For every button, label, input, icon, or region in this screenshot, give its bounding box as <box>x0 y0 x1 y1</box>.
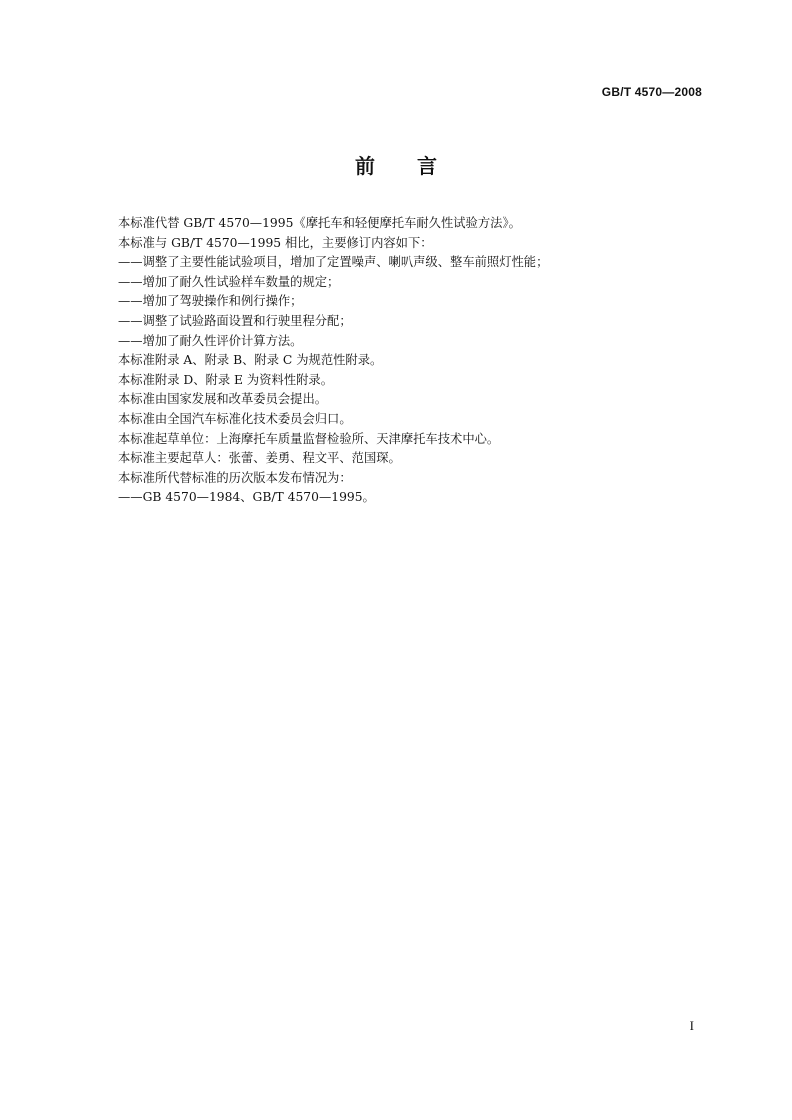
paragraph-line: 本标准与 GB/T 4570—1995 相比，主要修订内容如下： <box>118 235 433 250</box>
list-item: ——增加了驾驶操作和例行操作； <box>118 294 303 309</box>
list-item: ——增加了耐久性试验样车数量的规定； <box>118 274 340 289</box>
paragraph-line: 本标准代替 GB/T 4570—1995《摩托车和轻便摩托车耐久性试验方法》。 <box>118 216 521 230</box>
paragraph-line: 本标准由全国汽车标准化技术委员会归口。 <box>118 411 352 426</box>
list-item: ——调整了主要性能试验项目，增加了定置噪声、喇叭声级、整车前照灯性能； <box>118 255 549 270</box>
paragraph-line: 本标准由国家发展和改革委员会提出。 <box>118 392 328 407</box>
page-number: I <box>689 1018 694 1033</box>
paragraph-line: 本标准附录 A、附录 B、附录 C 为规范性附录。 <box>118 353 383 368</box>
paragraph-line: 本标准所代替标准的历次版本发布情况为： <box>118 470 352 485</box>
paragraph-line: 本标准附录 D、附录 E 为资料性附录。 <box>118 372 334 387</box>
foreword-body <box>118 214 698 508</box>
page-title: 前言 <box>355 154 479 178</box>
paragraph-line: 本标准主要起草人：张蕾、姜勇、程文平、范国琛。 <box>118 451 401 466</box>
list-item: ——GB 4570—1984、GB/T 4570—1995。 <box>118 490 375 505</box>
list-item: ——调整了试验路面设置和行驶里程分配； <box>118 313 352 328</box>
list-item: ——增加了耐久性评价计算方法。 <box>118 333 303 348</box>
paragraph-line: 本标准起草单位：上海摩托车质量监督检验所、天津摩托车技术中心。 <box>118 431 500 446</box>
standard-code: GB/T 4570—2008 <box>601 85 702 99</box>
